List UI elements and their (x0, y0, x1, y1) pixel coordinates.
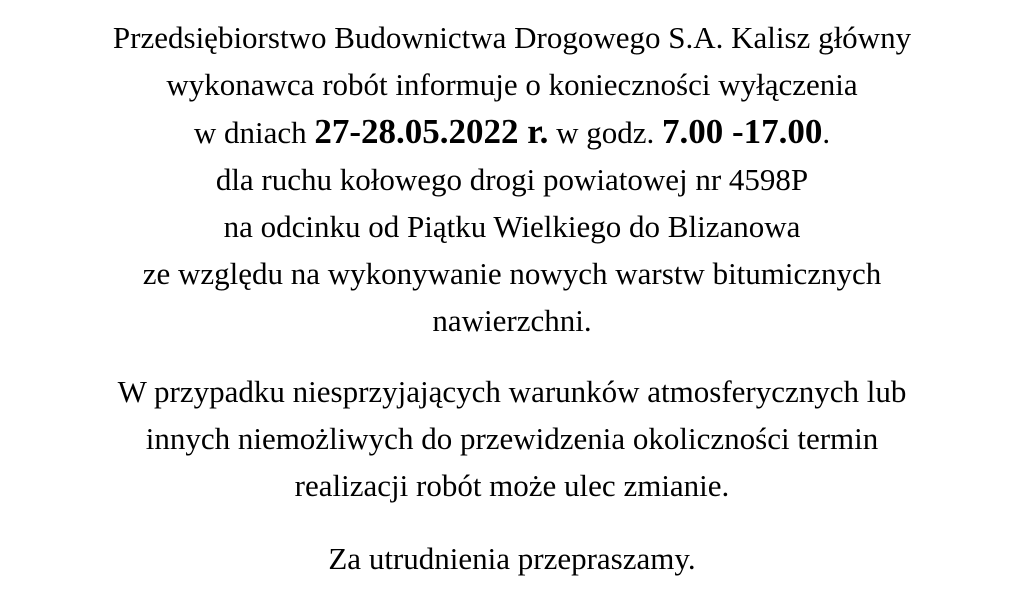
paragraph-spacer (0, 509, 1024, 535)
weather-paragraph (0, 368, 1024, 509)
closure-dates: 27-28.05.2022 r. (314, 112, 549, 151)
notice-line: dla ruchu kołowego drogi powiatowej nr 4598P (215, 162, 809, 197)
notice-line: ze względu na wykonywanie nowych warstw bitumicznych (142, 256, 882, 291)
closure-hours: 7.00 -17.00 (662, 112, 823, 151)
notice-line: nawierzchni. (432, 303, 592, 338)
date-time-line (0, 108, 1024, 156)
date-prefix: w dniach (193, 115, 315, 150)
notice-line: Przedsiębiorstwo Budownictwa Drogowego S.A. Kalisz główny (112, 20, 912, 55)
notice-line: wykonawca robót informuje o konieczności wyłączenia (166, 67, 858, 102)
line-end-period: . (822, 115, 831, 150)
paragraph-spacer (0, 344, 1024, 368)
notice-line: W przypadku niesprzyjających warunków atmosferycznych lub (117, 374, 907, 409)
closing-apology: Za utrudnienia przepraszamy. (328, 541, 696, 576)
notice-line: realizacji robót może ulec zmianie. (294, 468, 730, 503)
notice-line: na odcinku od Piątku Wielkiego do Blizanowa (223, 209, 801, 244)
closure-paragraph (0, 14, 1024, 344)
notice-line: innych niemożliwych do przewidzenia okoliczności termin (145, 421, 879, 456)
hours-prefix: w godz. (548, 115, 662, 150)
